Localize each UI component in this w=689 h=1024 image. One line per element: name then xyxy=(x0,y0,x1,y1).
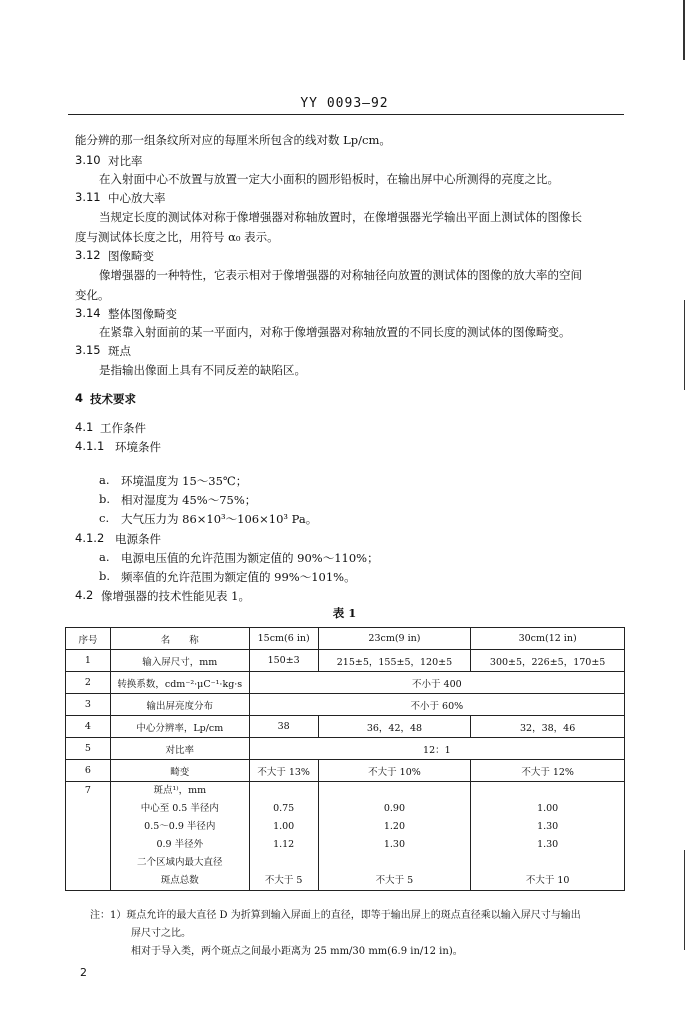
section-number: 4.1.2 xyxy=(75,531,105,545)
spot-label: 二个区域内最大直径 xyxy=(137,857,223,868)
section-title: 图像畸变 xyxy=(108,249,154,263)
section-number: 3.10 xyxy=(75,153,101,167)
section-title: 整体图像畸变 xyxy=(108,307,177,321)
spot-value: 不大于 5 xyxy=(264,875,303,886)
section-title: 电源条件 xyxy=(115,532,161,546)
scan-edge xyxy=(683,0,685,60)
table-cell: 转换系数，cdm⁻²·μC⁻¹·kg·s xyxy=(110,672,249,694)
table-cell: 1 xyxy=(66,650,111,672)
table-cell: 150±3 xyxy=(249,650,318,672)
section-number: 4.1 xyxy=(75,420,94,434)
table-cell: 不大于 10% xyxy=(318,760,471,782)
section-body: 是指输出像面上具有不同反差的缺陷区。 xyxy=(99,363,306,377)
list-item: 电源电压值的允许范围为额定值的 90%～110%； xyxy=(121,551,379,565)
section-title: 中心放大率 xyxy=(108,191,166,205)
table-header-cell: 序号 xyxy=(66,628,111,650)
table-cell: 不大于 13% xyxy=(249,760,318,782)
section-number: 4.2 xyxy=(75,588,94,602)
section-body: 像增强器的一种特性，它表示相对于像增强器的对称轴径向放置的测试体的图像的放大率的空间 xyxy=(99,268,582,282)
list-marker: a. xyxy=(99,550,110,564)
section-body: 度与测试体长度之比，用符号 α₀ 表示。 xyxy=(75,230,279,244)
list-item: 大气压力为 86×10³～106×10³ Pa。 xyxy=(121,512,318,526)
table-cell: 不大于 12% xyxy=(471,760,625,782)
section-title: 工作条件 xyxy=(100,421,146,435)
table-cell: 12：1 xyxy=(249,738,624,760)
list-item: 频率值的允许范围为额定值的 99%～101%。 xyxy=(121,570,356,584)
table-cell: 2 xyxy=(66,672,111,694)
table-header-cell: 30cm(12 in) xyxy=(471,628,625,650)
list-item: 相对湿度为 45%～75%； xyxy=(121,493,257,507)
spot-value xyxy=(250,854,318,872)
table-cell: 4 xyxy=(66,716,111,738)
table-row xyxy=(66,738,625,760)
scan-edge xyxy=(684,300,685,390)
table-cell: 输入屏尺寸，mm xyxy=(110,650,249,672)
section-number: 3.14 xyxy=(75,306,101,320)
scan-edge xyxy=(684,850,685,950)
spot-label: 0.9 半径外 xyxy=(156,839,204,850)
table-cell: 对比率 xyxy=(110,738,249,760)
list-item: 环境温度为 15～35℃； xyxy=(121,474,248,488)
table-cell: 300±5，226±5，170±5 xyxy=(471,650,625,672)
header-rule xyxy=(68,114,624,115)
section-body: 变化。 xyxy=(75,288,110,302)
section-text: 像增强器的技术性能见表 1。 xyxy=(101,589,250,603)
table-header-cell: 名 称 xyxy=(110,628,249,650)
table-cell xyxy=(110,782,249,891)
spot-value xyxy=(319,854,471,872)
table-title: 表 1 xyxy=(332,606,357,620)
page-number: 2 xyxy=(80,966,87,979)
section-number: 3.11 xyxy=(75,190,101,204)
table-cell: 36，42，48 xyxy=(318,716,471,738)
table-note: 屏尺寸之比。 xyxy=(131,928,191,939)
spot-value: 0.75 xyxy=(273,803,295,814)
table-cell: 不小于 400 xyxy=(249,672,624,694)
spot-value: 1.12 xyxy=(273,839,295,850)
table-cell: 38 xyxy=(249,716,318,738)
section-number: 3.15 xyxy=(75,343,101,357)
spot-label: 斑点¹⁾，mm xyxy=(153,785,207,796)
table-cell: 中心分辨率，Lp/cm xyxy=(110,716,249,738)
spot-value xyxy=(471,782,624,800)
table-cell: 不小于 60% xyxy=(249,694,624,716)
spot-label: 0.5～0.9 半径内 xyxy=(144,821,216,832)
list-marker: a. xyxy=(99,473,110,487)
table-cell: 3 xyxy=(66,694,111,716)
spot-value: 不大于 10 xyxy=(525,875,570,886)
table-cell: 5 xyxy=(66,738,111,760)
spot-value: 1.30 xyxy=(537,839,559,850)
spot-value: 1.30 xyxy=(537,821,559,832)
spot-label: 斑点总数 xyxy=(160,875,199,886)
spot-value: 不大于 5 xyxy=(375,875,414,886)
table-cell: 输出屏亮度分布 xyxy=(110,694,249,716)
table-cell: 畸变 xyxy=(110,760,249,782)
chapter-title: 技术要求 xyxy=(90,392,136,406)
table-cell: 215±5，155±5，120±5 xyxy=(318,650,471,672)
table-cell xyxy=(318,782,471,891)
section-body: 当规定长度的测试体对称于像增强器对称轴放置时，在像增强器光学输出平面上测试体的图像长 xyxy=(99,210,582,224)
list-marker: c. xyxy=(99,511,110,525)
list-marker: b. xyxy=(99,569,111,583)
chapter-number: 4 xyxy=(75,391,84,405)
section-body: 在紧靠入射面前的某一平面内，对称于像增强器对称轴放置的不同长度的测试体的图像畸变。 xyxy=(99,325,571,339)
section-title: 环境条件 xyxy=(115,440,161,454)
table-header-cell: 23cm(9 in) xyxy=(318,628,471,650)
table-cell: 32，38，46 xyxy=(471,716,625,738)
table-note: 注：1）斑点允许的最大直径 D 为折算到输入屏面上的直径，即等于输出屏上的斑点直径乘以输入屏尺寸与输出 xyxy=(90,910,581,921)
spot-value xyxy=(250,782,318,800)
page-header: YY 0093—92 xyxy=(300,96,389,111)
table-cell xyxy=(249,782,318,891)
spot-value: 1.00 xyxy=(273,821,295,832)
table-row xyxy=(66,782,625,891)
table-cell xyxy=(471,782,625,891)
table-row xyxy=(66,694,625,716)
table-row xyxy=(66,760,625,782)
spot-value: 1.20 xyxy=(383,821,406,832)
section-number: 4.1.1 xyxy=(75,439,105,453)
spot-value xyxy=(471,854,624,872)
list-marker: b. xyxy=(99,492,111,506)
table-row xyxy=(66,716,625,738)
spot-value xyxy=(319,782,471,800)
spot-value: 1.30 xyxy=(383,839,406,850)
row-number: 7 xyxy=(84,785,91,796)
table-header-cell: 15cm(6 in) xyxy=(249,628,318,650)
section-number: 3.12 xyxy=(75,248,101,262)
spot-value: 1.00 xyxy=(537,803,559,814)
table-cell xyxy=(66,782,111,891)
spot-value: 0.90 xyxy=(383,803,406,814)
table-row xyxy=(66,650,625,672)
table-header-row xyxy=(66,628,625,650)
spot-label: 中心至 0.5 半径内 xyxy=(140,803,219,814)
section-title: 斑点 xyxy=(108,344,131,358)
intro-line: 能分辨的那一组条纹所对应的每厘米所包含的线对数 Lp/cm。 xyxy=(75,133,391,147)
table-cell: 6 xyxy=(66,760,111,782)
table-row xyxy=(66,672,625,694)
table-note: 相对于导入类，两个斑点之间最小距离为 25 mm/30 mm(6.9 in/12 in)。 xyxy=(131,946,463,957)
section-body: 在入射面中心不放置与放置一定大小面积的圆形铅板时，在输出屏中心所测得的亮度之比。 xyxy=(99,172,559,186)
section-title: 对比率 xyxy=(108,154,143,168)
spec-table xyxy=(65,627,625,891)
